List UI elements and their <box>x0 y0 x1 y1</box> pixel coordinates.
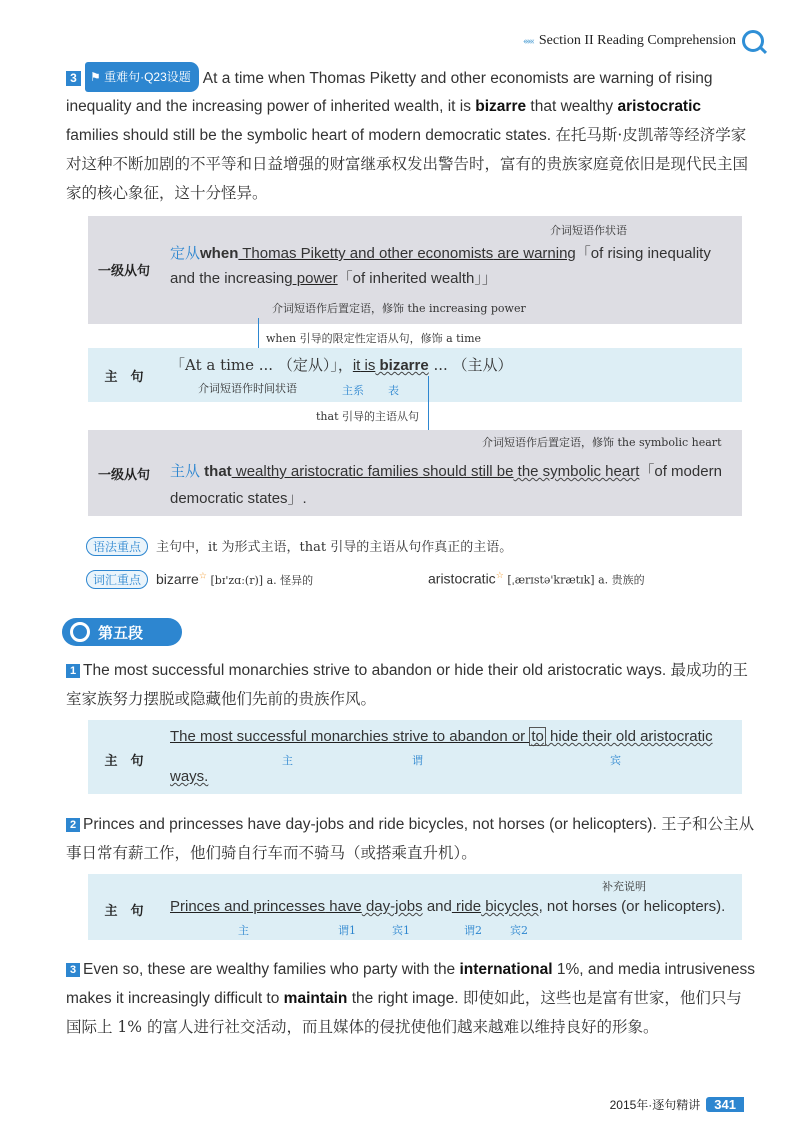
sentence-number: 1 <box>66 664 80 678</box>
word-it: it <box>352 357 361 374</box>
vocab-word-2: aristocratic <box>428 570 496 587</box>
star-icon: ☆ <box>198 570 207 581</box>
phrase-subject: The most successful monarchies <box>170 728 389 745</box>
sentence-translation: 王子和公主从事日常有薪工作，他们骑自行车而不骑马（或搭乘直升机）。 <box>66 815 755 862</box>
header-title: Section II Reading Comprehension <box>538 33 736 48</box>
connector-note-1: when 引导的限定性定语从句，修饰 a time <box>266 332 482 345</box>
box-label: 主 句 <box>104 753 144 768</box>
box-line-2 <box>170 764 734 790</box>
vocab-pill: 词汇重点 <box>86 570 148 589</box>
phrase-adverbial: 「At a time ... （定从）」， <box>170 356 353 374</box>
analysis-box-main <box>88 348 742 402</box>
keyword-aristocratic: aristocratic <box>617 98 702 115</box>
phrase-attributive: 「of modern <box>639 463 722 480</box>
phrase-object-end: ways. <box>170 768 209 785</box>
phrase-object-a: and the increasing <box>170 270 293 287</box>
role-subject: 主 <box>282 754 293 767</box>
sentence-en-b: 1%, and media intrusiveness makes it increasingly difficult to <box>66 961 755 1007</box>
connector-note-2: that 引导的主语从句 <box>316 410 419 423</box>
connector-line-2 <box>428 376 429 430</box>
sentence-en-a: At a time when Thomas Piketty and other economists are warning of rising inequality and the increasing power of inherited wealth, it is <box>66 70 713 115</box>
sentence-number: 3 <box>66 963 80 977</box>
analysis-box-clause-1 <box>88 216 742 324</box>
search-icon <box>70 622 90 642</box>
role-object-2: 宾2 <box>510 924 528 937</box>
role-object-1: 宾1 <box>392 924 410 937</box>
keyword-bizarre: bizarre <box>475 98 527 115</box>
sentence-3-paragraph <box>66 62 756 208</box>
footer-label: 2015年·逐句精讲 <box>609 1098 701 1112</box>
box-label: 主 句 <box>104 369 144 384</box>
box-line-1 <box>170 240 734 267</box>
analysis-box-p5s2 <box>88 874 742 940</box>
box-left-note: 介词短语作时间状语 <box>198 382 297 395</box>
grammar-text: 主句中，it 为形式主语，that 引导的主语从句作真正的主语。 <box>156 540 513 555</box>
analysis-box-clause-2 <box>88 430 742 516</box>
box-line-2 <box>170 266 734 292</box>
role-predicate-1: 谓1 <box>338 924 356 937</box>
role-predicate: 谓 <box>412 754 423 767</box>
role-subject: 主 <box>238 924 249 937</box>
sentence-translation: 即使如此，这些也是富有世家，他们只与国际上 1% 的富人进行社交活动，而且媒体的侵扰使他们越来越难以维持良好的形象。 <box>66 989 742 1036</box>
keyword-international: international <box>459 961 553 978</box>
main-clause-line <box>170 352 734 379</box>
box-top-note: 介词短语作后置定语，修饰 the symbolic heart <box>482 436 722 449</box>
phrase-subject: wealthy aristocratic families <box>231 463 419 480</box>
sentence-en-b: that wealthy <box>526 98 618 115</box>
phrase-predicate: strive to abandon or <box>388 728 530 745</box>
sentence-en-a: Even so, these are wealthy families who party with the <box>83 961 460 978</box>
sentence-en: Princes and princesses have day-jobs and ride bicycles, not horses (or helicopters). <box>83 816 662 833</box>
word-is: is <box>360 357 376 374</box>
box-bottom-note: 介词短语作后置定语，修饰 the increasing power <box>272 302 526 315</box>
sentence-number: 2 <box>66 818 80 832</box>
p5-sentence-2 <box>66 810 756 868</box>
word-ride: ride <box>451 898 482 915</box>
word-bicycles: bicycles <box>481 898 539 915</box>
role-subject-link: 主系 <box>342 384 364 397</box>
word-have: have <box>325 898 362 915</box>
phrase-predicative: the symbolic heart <box>513 463 640 480</box>
running-header <box>523 30 764 52</box>
role-object: 宾 <box>610 754 621 767</box>
p5-sentence-3 <box>66 956 756 1042</box>
phrase-adverbial: 「of rising inequality <box>575 245 711 262</box>
word-day-jobs: day-jobs <box>361 898 423 915</box>
word-when: when <box>200 245 239 262</box>
analysis-box-p5s1 <box>88 720 742 794</box>
word-and: and <box>422 898 452 915</box>
p5-sentence-1 <box>66 656 756 714</box>
keyword-maintain: maintain <box>283 990 348 1007</box>
difficulty-tag: ⚑ 重难句·Q23设题 <box>85 62 199 92</box>
sentence-en-c: the right image. <box>347 990 463 1007</box>
role-predicate-2: 谓2 <box>464 924 482 937</box>
box-note: 补充说明 <box>602 880 646 893</box>
role-predicative: 表 <box>388 384 399 397</box>
sentence-en-c: families should still be the symbolic heart of modern democratic states. <box>66 127 556 144</box>
vocab-word-1: bizarre <box>156 571 199 587</box>
box-line-1 <box>170 724 734 750</box>
phrase-supplement: , not horses (or helicopters). <box>538 898 726 915</box>
sentence-translation: 在托马斯·皮凯蒂等经济学家对这种不断加剧的不平等和日益增强的财富继承权发出警告时，富有的贵族家庭竟依旧是现代民主国家的核心象征，这十分怪异。 <box>66 126 749 202</box>
connector-line-1 <box>258 318 259 348</box>
clause-marker: 定从 <box>170 244 201 262</box>
box-label: 一级从句 <box>97 467 150 482</box>
search-icon <box>742 30 764 52</box>
box-label: 主 句 <box>104 903 144 918</box>
phrase-predicate: are warning <box>493 245 576 262</box>
word-that: that <box>200 463 232 480</box>
word-to-boxed: to <box>531 728 544 745</box>
phrase-object: hide their old aristocratic <box>545 728 713 745</box>
section-title <box>62 618 182 646</box>
vocab-note <box>86 570 746 589</box>
vocab-def-2: [ˌærɪstə'krætɪk] a. 贵族的 <box>507 573 645 587</box>
box-line-2: democratic states」. <box>170 490 307 507</box>
grammar-pill: 语法重点 <box>86 537 148 556</box>
phrase-object-power: power <box>292 270 338 287</box>
phrase-subject: Princes and princesses <box>170 898 326 915</box>
box-line-1 <box>170 458 734 485</box>
box-top-note: 介词短语作状语 <box>550 224 627 237</box>
clause-marker: 主从 <box>170 462 201 480</box>
arrows-icon: ‹‹‹‹‹‹ <box>522 35 533 47</box>
flag-icon: ⚑ <box>90 70 105 84</box>
box-label: 一级从句 <box>97 263 150 278</box>
sentence-number: 3 <box>66 71 81 86</box>
grammar-note <box>86 536 512 556</box>
vocab-item-2 <box>428 570 645 587</box>
star-icon: ☆ <box>495 570 504 580</box>
word-bizarre: bizarre <box>375 357 429 374</box>
page-footer <box>610 1096 744 1113</box>
vocab-def-1: [bɪ'zɑː(r)] a. 怪异的 <box>210 574 314 587</box>
phrase-predicate: should still be <box>418 463 514 480</box>
phrase-attributive: 「of inherited wealth」」 <box>337 270 497 287</box>
sentence-translation: 最成功的王室家族努力摆脱或隐藏他们先前的贵族作风。 <box>66 661 749 708</box>
page-number: 341 <box>706 1097 744 1112</box>
phrase-subject-clause: ... （主从） <box>428 356 513 374</box>
section-title-text: 第五段 <box>98 624 144 642</box>
box-line <box>170 894 734 920</box>
sentence-en: The most successful monarchies strive to abandon or hide their old aristocratic ways. <box>83 662 671 679</box>
phrase-subject: Thomas Piketty and other economists <box>238 245 494 262</box>
